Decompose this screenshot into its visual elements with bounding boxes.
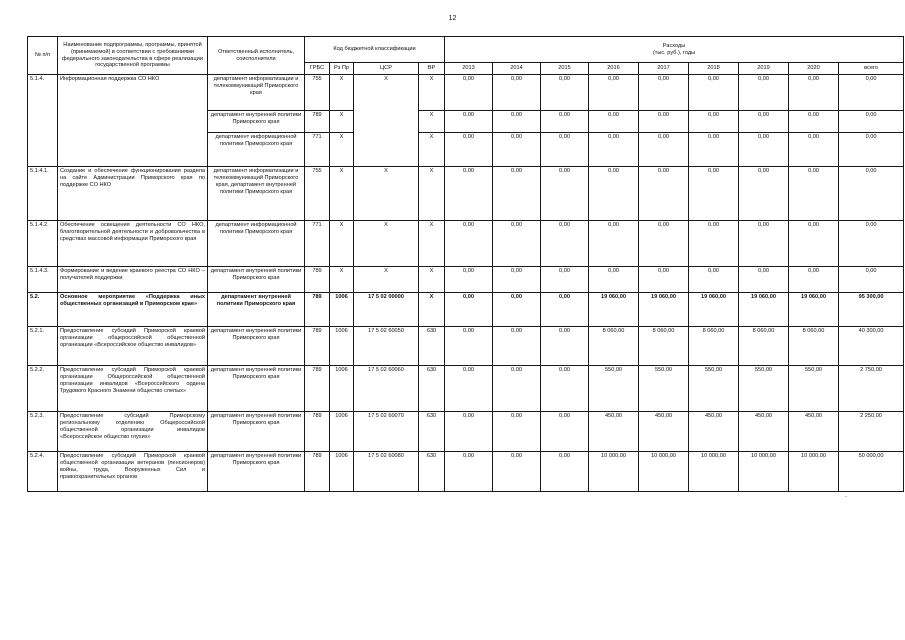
row-value: 8 060,00 <box>739 327 789 366</box>
row-num: 5.2.2. <box>28 366 58 412</box>
row-value: 0,00 <box>789 167 839 221</box>
row-vr: Х <box>419 293 445 327</box>
row-value: 0,00 <box>789 267 839 293</box>
row-grbs: 771 <box>305 133 330 167</box>
row-value: 0,00 <box>493 75 541 111</box>
row-value: 19 060,00 <box>589 293 639 327</box>
row-name: Информационная поддержка СО НКО <box>58 75 208 167</box>
row-value: 0,00 <box>493 221 541 267</box>
row-value: 0,00 <box>639 75 689 111</box>
row-num: 5.1.4.1. <box>28 167 58 221</box>
col-year-header: 2013 <box>445 63 493 75</box>
row-value: 0,00 <box>639 167 689 221</box>
row-total: 0,00 <box>839 133 904 167</box>
row-vr: 630 <box>419 366 445 412</box>
table-row <box>28 293 904 327</box>
row-value: 10 000,00 <box>789 452 839 492</box>
row-name: Формирование и ведение краевого реестра СО НКО – получателей поддержки <box>58 267 208 293</box>
row-total: 0,00 <box>839 267 904 293</box>
col-expenses-header: Расходы (тыс. руб.), годы <box>445 37 904 63</box>
row-value: 0,00 <box>445 221 493 267</box>
row-grbs: 789 <box>305 293 330 327</box>
row-csr: Х <box>354 167 419 221</box>
row-value: 0,00 <box>445 412 493 452</box>
row-value: 0,00 <box>689 221 739 267</box>
row-value: 0,00 <box>639 221 689 267</box>
row-value: 8 060,00 <box>639 327 689 366</box>
col-year-header: 2020 <box>789 63 839 75</box>
row-value: 450,00 <box>689 412 739 452</box>
row-value: 19 060,00 <box>689 293 739 327</box>
row-value: 0,00 <box>445 366 493 412</box>
row-value: 0,00 <box>589 167 639 221</box>
row-total: 50 000,00 <box>839 452 904 492</box>
row-vr: Х <box>419 75 445 111</box>
row-value: 0,00 <box>493 412 541 452</box>
row-value: 550,00 <box>589 366 639 412</box>
row-value: 0,00 <box>493 167 541 221</box>
row-rzpr: Х <box>330 267 354 293</box>
col-total-header: всего <box>839 63 904 75</box>
row-name: Обеспечение освещения деятельности СО НКО, благотворительной деятельности и добровольчества в средствах массовой информации Приморского края <box>58 221 208 267</box>
row-total: 0,00 <box>839 167 904 221</box>
col-csr-header: ЦСР <box>354 63 419 75</box>
row-value: 0,00 <box>541 327 589 366</box>
row-value: 0,00 <box>789 111 839 133</box>
row-value: 19 060,00 <box>789 293 839 327</box>
row-value: 0,00 <box>493 293 541 327</box>
row-rzpr: Х <box>330 111 354 133</box>
row-rzpr: 1006 <box>330 452 354 492</box>
row-vr: Х <box>419 133 445 167</box>
col-name-header: Наименование подпрограммы, программы, принятой (принимаемой) в соответствии с требованиями федерального законодательства в сфере реализации государственной программы <box>58 37 208 75</box>
table-row <box>28 267 904 293</box>
row-value: 550,00 <box>639 366 689 412</box>
row-value: 0,00 <box>689 133 739 167</box>
row-value: 0,00 <box>739 75 789 111</box>
row-value: 450,00 <box>639 412 689 452</box>
row-value: 0,00 <box>789 221 839 267</box>
row-vr: Х <box>419 167 445 221</box>
row-csr: 17 5 02 60050 <box>354 327 419 366</box>
row-grbs: 789 <box>305 111 330 133</box>
row-executor: департамент информатизации и телекоммуникаций Приморского края, департамент внутренней политики Приморского края <box>208 167 305 221</box>
col-year-header: 2016 <box>589 63 639 75</box>
row-csr: 17 5 02 60080 <box>354 452 419 492</box>
row-value: 0,00 <box>493 267 541 293</box>
row-executor: департамент внутренней политики Приморского края <box>208 366 305 412</box>
row-rzpr: 1006 <box>330 327 354 366</box>
row-value: 0,00 <box>541 111 589 133</box>
row-value: 0,00 <box>739 133 789 167</box>
row-csr: Х <box>354 75 419 167</box>
row-value: 450,00 <box>589 412 639 452</box>
row-num: 5.2.3. <box>28 412 58 452</box>
row-vr: Х <box>419 267 445 293</box>
row-num: 5.2. <box>28 293 58 327</box>
col-grbs-header: ГРБС <box>305 63 330 75</box>
row-rzpr: Х <box>330 167 354 221</box>
row-value: 0,00 <box>493 133 541 167</box>
row-name: Основное мероприятие «Поддержка иных общественных организаций в Приморском крае» <box>58 293 208 327</box>
table-row <box>28 412 904 452</box>
row-value: 0,00 <box>445 267 493 293</box>
row-value: 0,00 <box>541 167 589 221</box>
col-bk-header: Код бюджетной классификации <box>305 37 445 63</box>
row-executor: департамент информационной политики Приморского края <box>208 221 305 267</box>
row-csr: Х <box>354 267 419 293</box>
row-value: 0,00 <box>445 167 493 221</box>
row-value: 0,00 <box>541 221 589 267</box>
row-value: 0,00 <box>493 452 541 492</box>
row-value: 0,00 <box>589 75 639 111</box>
row-executor: департамент внутренней политики Приморского края <box>208 412 305 452</box>
corner-mark: . <box>845 492 847 499</box>
row-value: 19 060,00 <box>639 293 689 327</box>
row-value: 0,00 <box>541 452 589 492</box>
row-value: 0,00 <box>739 167 789 221</box>
row-grbs: 789 <box>305 267 330 293</box>
row-value: 0,00 <box>789 75 839 111</box>
row-value: 0,00 <box>639 267 689 293</box>
row-value: 10 000,00 <box>739 452 789 492</box>
row-csr: Х <box>354 221 419 267</box>
row-value: 0,00 <box>639 111 689 133</box>
row-vr: 630 <box>419 452 445 492</box>
col-rzpr-header: Рз Пр <box>330 63 354 75</box>
row-value: 0,00 <box>589 133 639 167</box>
row-value: 0,00 <box>589 111 639 133</box>
row-value: 0,00 <box>541 412 589 452</box>
table-row <box>28 167 904 221</box>
row-grbs: 789 <box>305 327 330 366</box>
col-year-header: 2017 <box>639 63 689 75</box>
table-row <box>28 75 904 111</box>
row-num: 5.1.4.3. <box>28 267 58 293</box>
row-value: 19 060,00 <box>739 293 789 327</box>
row-rzpr: Х <box>330 75 354 111</box>
row-executor: департамент информационной политики Приморского края <box>208 133 305 167</box>
row-value: 0,00 <box>739 221 789 267</box>
row-rzpr: 1006 <box>330 293 354 327</box>
row-executor: департамент внутренней политики Приморского края <box>208 293 305 327</box>
row-value: 0,00 <box>689 111 739 133</box>
row-total: 0,00 <box>839 111 904 133</box>
row-vr: 630 <box>419 412 445 452</box>
row-value: 0,00 <box>445 75 493 111</box>
row-csr: 17 5 02 00000 <box>354 293 419 327</box>
row-num: 5.2.1. <box>28 327 58 366</box>
row-value: 0,00 <box>445 327 493 366</box>
row-value: 0,00 <box>789 133 839 167</box>
row-value: 8 060,00 <box>789 327 839 366</box>
row-value: 550,00 <box>789 366 839 412</box>
row-name: Предоставление субсидий Приморской краевой организации общероссийской общественной организации «Всероссийское общество инвалидов» <box>58 327 208 366</box>
row-grbs: 771 <box>305 221 330 267</box>
row-value: 0,00 <box>639 133 689 167</box>
row-num: 5.2.4. <box>28 452 58 492</box>
row-value: 0,00 <box>445 133 493 167</box>
row-value: 550,00 <box>689 366 739 412</box>
row-rzpr: Х <box>330 221 354 267</box>
row-total: 2 250,00 <box>839 412 904 452</box>
row-value: 0,00 <box>541 293 589 327</box>
col-num-header: № п/п <box>28 37 58 75</box>
table-row <box>28 327 904 366</box>
col-vr-header: ВР <box>419 63 445 75</box>
row-value: 10 000,00 <box>589 452 639 492</box>
row-name: Предоставление субсидий Приморскому региональному отделению Общероссийской общественной организации инвалидов «Всероссийское общество глухих» <box>58 412 208 452</box>
row-csr: 17 5 02 60070 <box>354 412 419 452</box>
row-name: Создание и обеспечение функционирования раздела на сайте Администрации Приморского края по поддержке СО НКО <box>58 167 208 221</box>
table-row <box>28 221 904 267</box>
row-total: 40 300,00 <box>839 327 904 366</box>
row-executor: департамент внутренней политики Приморского края <box>208 267 305 293</box>
row-value: 0,00 <box>739 267 789 293</box>
row-value: 0,00 <box>689 267 739 293</box>
row-value: 8 060,00 <box>689 327 739 366</box>
row-value: 450,00 <box>789 412 839 452</box>
row-grbs: 789 <box>305 366 330 412</box>
row-grbs: 789 <box>305 452 330 492</box>
row-value: 550,00 <box>739 366 789 412</box>
col-year-header: 2014 <box>493 63 541 75</box>
row-value: 0,00 <box>589 221 639 267</box>
row-value: 0,00 <box>739 111 789 133</box>
row-value: 0,00 <box>445 293 493 327</box>
row-vr: Х <box>419 111 445 133</box>
row-executor: департамент внутренней политики Приморского края <box>208 327 305 366</box>
table-row <box>28 366 904 412</box>
row-grbs: 789 <box>305 412 330 452</box>
col-executor-header: Ответственный исполнитель, соисполнители <box>208 37 305 75</box>
col-year-header: 2019 <box>739 63 789 75</box>
col-year-header: 2018 <box>689 63 739 75</box>
row-value: 8 060,00 <box>589 327 639 366</box>
row-rzpr: Х <box>330 133 354 167</box>
row-total: 95 300,00 <box>839 293 904 327</box>
row-vr: Х <box>419 221 445 267</box>
page-number: 12 <box>448 15 457 22</box>
row-grbs: 755 <box>305 75 330 111</box>
row-rzpr: 1006 <box>330 366 354 412</box>
row-executor: департамент внутренней политики Приморского края <box>208 452 305 492</box>
row-executor: департамент информатизации и телекоммуникаций Приморского края <box>208 75 305 111</box>
col-year-header: 2015 <box>541 63 589 75</box>
row-name: Предоставление субсидий Приморской краевой организации Общероссийской общественной организации инвалидов «Всероссийского ордена Трудового Красного Знамени общество слепых» <box>58 366 208 412</box>
table-row <box>28 452 904 492</box>
row-total: 0,00 <box>839 75 904 111</box>
row-value: 0,00 <box>541 267 589 293</box>
row-value: 0,00 <box>541 366 589 412</box>
budget-table <box>27 36 904 492</box>
row-value: 0,00 <box>493 111 541 133</box>
row-value: 0,00 <box>541 75 589 111</box>
row-total: 0,00 <box>839 221 904 267</box>
row-value: 0,00 <box>689 75 739 111</box>
row-num: 5.1.4.2. <box>28 221 58 267</box>
row-total: 2 750,00 <box>839 366 904 412</box>
row-executor: департамент внутренней политики Приморского края <box>208 111 305 133</box>
row-value: 10 000,00 <box>639 452 689 492</box>
row-value: 10 000,00 <box>689 452 739 492</box>
row-rzpr: 1006 <box>330 412 354 452</box>
row-name: Предоставление субсидий Приморской краевой общественной организации ветеранов (пенсионеров) войны, труда, Вооруженных Сил и правоохранительных органов <box>58 452 208 492</box>
row-value: 0,00 <box>541 133 589 167</box>
row-csr: 17 5 02 60060 <box>354 366 419 412</box>
row-value: 0,00 <box>445 111 493 133</box>
row-num: 5.1.4. <box>28 75 58 167</box>
row-value: 0,00 <box>689 167 739 221</box>
row-value: 450,00 <box>739 412 789 452</box>
row-value: 0,00 <box>589 267 639 293</box>
row-value: 0,00 <box>445 452 493 492</box>
row-value: 0,00 <box>493 366 541 412</box>
row-value: 0,00 <box>493 327 541 366</box>
row-grbs: 755 <box>305 167 330 221</box>
row-vr: 630 <box>419 327 445 366</box>
